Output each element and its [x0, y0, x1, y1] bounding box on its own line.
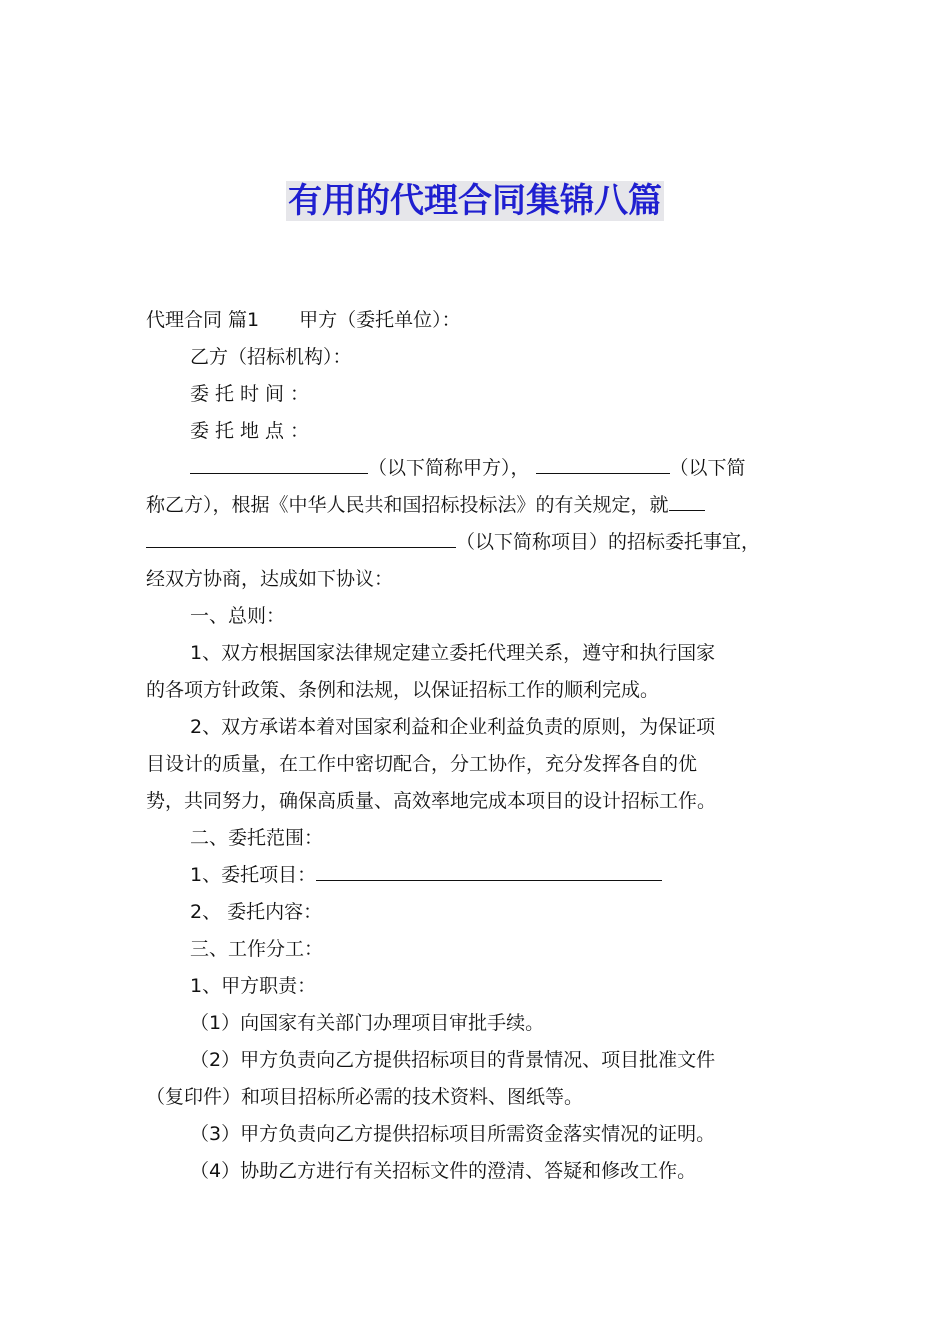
- document-body: [146, 302, 826, 1190]
- duty-3: （3）甲方负责向乙方提供招标项目所需资金落实情况的证明。: [190, 1123, 716, 1145]
- section-1-item-2-line-3: 势，共同努力，确保高质量、高效率地完成本项目的设计招标工作。: [146, 790, 717, 812]
- entrust-place-label: 委托地点：: [190, 420, 316, 442]
- section-heading-line: [146, 302, 826, 339]
- intro-line-1: （以下简称甲方）， （以下简: [146, 450, 826, 487]
- section-1-item-1-line-2: 的各项方针政策、条例和法规，以保证招标工作的顺利完成。: [146, 679, 660, 701]
- section-3-sub-1: 1、甲方职责：: [190, 975, 317, 997]
- section-1-title: 一、总则：: [190, 605, 286, 627]
- section-2-item-1: 1、委托项目：: [146, 857, 826, 894]
- section-1-item-2-line-2: 目设计的质量，在工作中密切配合，分工协作，充分发挥各自的优: [146, 753, 698, 775]
- section-1-item-2-line-1: 2、双方承诺本着对国家利益和企业利益负责的原则，为保证项: [190, 716, 716, 738]
- party-a-label: 甲方（委托单位）：: [299, 309, 461, 331]
- blank-line: [536, 472, 670, 474]
- duty-2-line-2: （复印件）和项目招标所必需的技术资料、图纸等。: [146, 1086, 584, 1108]
- section-label: 代理合同 篇1: [146, 309, 260, 331]
- duty-1: （1）向国家有关部门办理项目审批手续。: [190, 1012, 545, 1034]
- intro-line-4: 经双方协商，达成如下协议：: [146, 568, 394, 590]
- intro-line-2: 称乙方），根据《中华人民共和国招标投标法》的有关规定，就: [146, 487, 826, 524]
- section-2-item-2: 2、 委托内容：: [190, 901, 323, 923]
- section-2-title: 二、委托范围：: [190, 827, 324, 849]
- duty-2-line-1: （2）甲方负责向乙方提供招标项目的背景情况、项目批准文件: [190, 1049, 716, 1071]
- party-b-label: 乙方（招标机构）：: [190, 346, 352, 368]
- section-3-title: 三、工作分工：: [190, 938, 324, 960]
- blank-line: [669, 509, 705, 511]
- section-1-item-1-line-1: 1、双方根据国家法律规定建立委托代理关系，遵守和执行国家: [190, 642, 716, 664]
- intro-line-3: （以下简称项目）的招标委托事宜，: [146, 524, 826, 561]
- blank-line: [190, 472, 368, 474]
- document-title: 有用的代理合同集锦八篇: [288, 181, 662, 221]
- blank-line: [146, 546, 456, 548]
- entrust-time-label: 委托时间：: [190, 383, 316, 405]
- duty-4: （4）协助乙方进行有关招标文件的澄清、答疑和修改工作。: [190, 1160, 697, 1182]
- blank-line: [316, 879, 662, 881]
